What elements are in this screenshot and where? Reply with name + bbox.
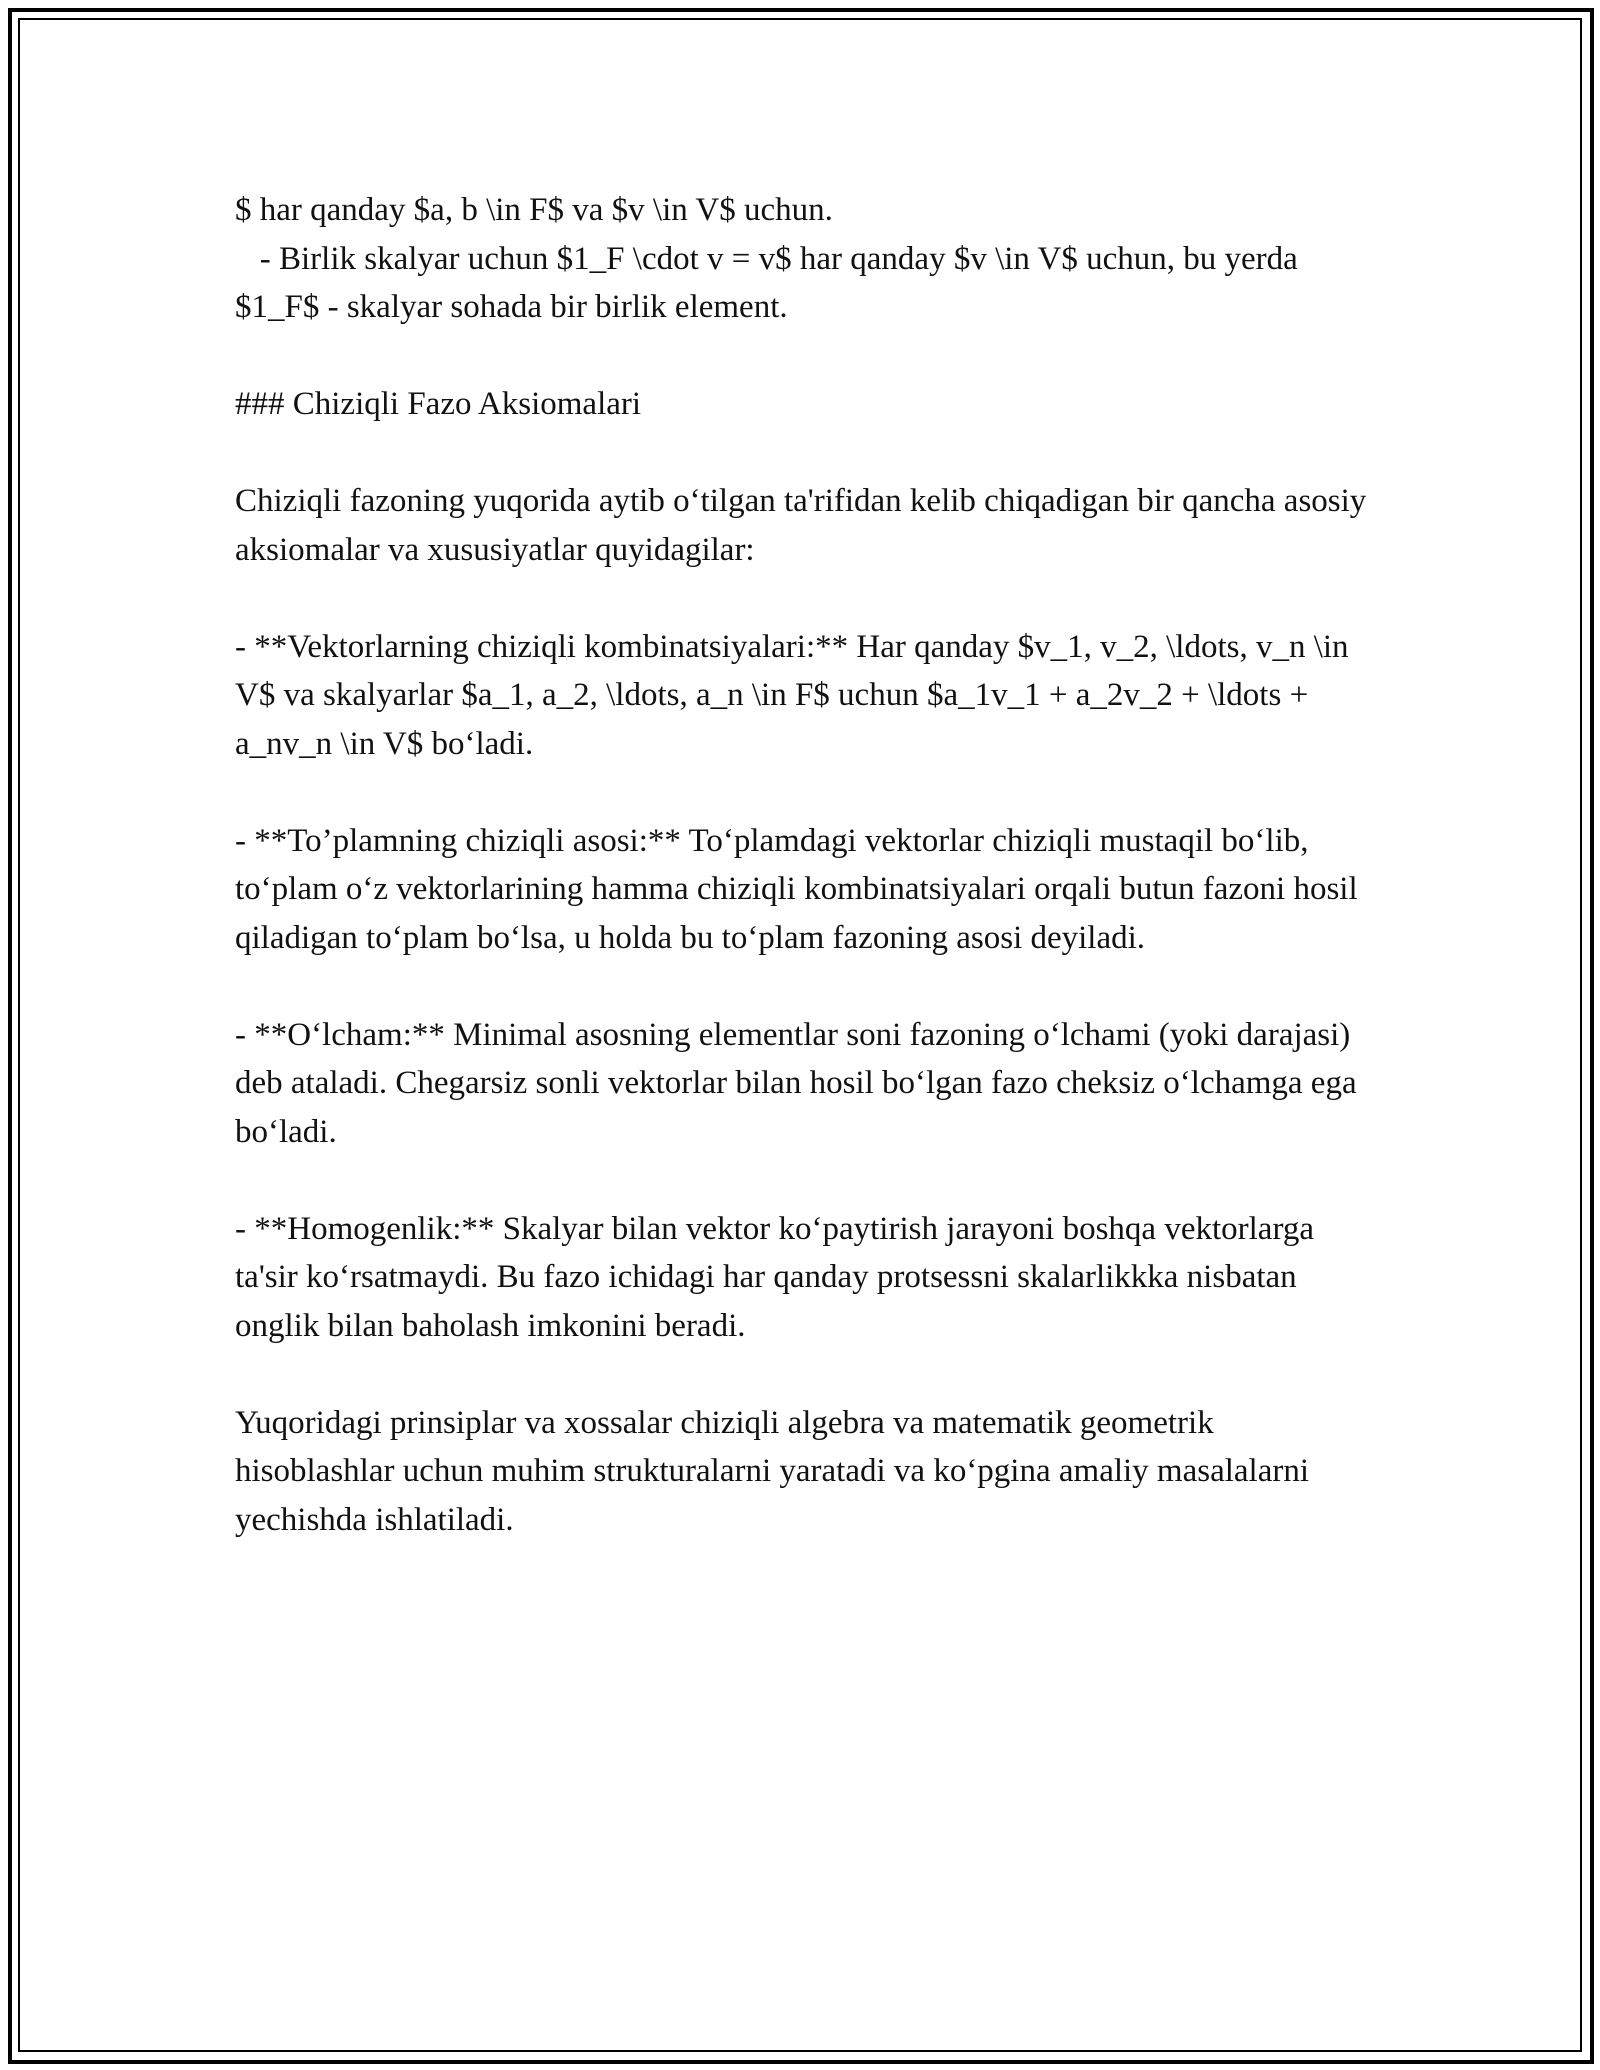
intro-line-2: - Birlik skalyar uchun $1_F \cdot v = v$ har qanday $v \in V$ uchun, bu yerda $1_F$ - skalyar sohada bir birlik element.	[235, 240, 1307, 325]
document-body	[235, 186, 1380, 1593]
intro-block	[235, 186, 1380, 332]
intro-paragraph: Chiziqli fazoning yuqorida aytib o‘tilgan ta'rifidan kelib chiqadigan bir qancha asosiy aksiomalar va xususiyatlar quyidagilar:	[235, 483, 1375, 568]
list-item-basis: - **To’plamning chiziqli asosi:** To‘plamdagi vektorlar chiziqli mustaqil bo‘lib, to‘plam o‘z vektorlarining hamma chiziqli kombinatsiyalari orqali butun fazoni hosil qiladigan to‘plam bo‘lsa, u holda bu to‘plam fazoning asosi deyiladi.	[235, 822, 1366, 956]
intro-line-1: $ har qanday $a, b \in F$ va $v \in V$ uchun.	[235, 192, 833, 228]
list-item-linear-combinations: - **Vektorlarning chiziqli kombinatsiyalari:** Har qanday $v_1, v_2, \ldots, v_n \in V$ va skalyarlar $a_1, a_2, \ldots, a_n \in F$ uchun $a_1v_1 + a_2v_2 + \ldots + a_nv_n \in V$ bo‘ladi.	[235, 628, 1357, 762]
closing-paragraph: Yuqoridagi prinsiplar va xossalar chiziqli algebra va matematik geometrik hisoblashlar uchun muhim strukturalarni yaratadi va ko‘pgina amaliy masalalarni yechishda ishlatiladi.	[235, 1404, 1318, 1538]
list-item-homogeneity: - **Homogenlik:** Skalyar bilan vektor ko‘paytirish jarayoni boshqa vektorlarga ta'sir ko‘rsatmaydi. Bu fazo ichidagi har qanday protsessni skalarlikkka nisbatan onglik bilan baholash imkonini beradi.	[235, 1210, 1323, 1344]
list-item-dimension: - **O‘lcham:** Minimal asosning elementlar soni fazoning o‘lchami (yoki darajasi) deb ataladi. Chegarsiz sonli vektorlar bilan hosil bo‘lgan fazo cheksiz o‘lchamga ega bo‘ladi.	[235, 1016, 1365, 1150]
section-heading: ### Chiziqli Fazo Aksiomalari	[235, 386, 642, 422]
